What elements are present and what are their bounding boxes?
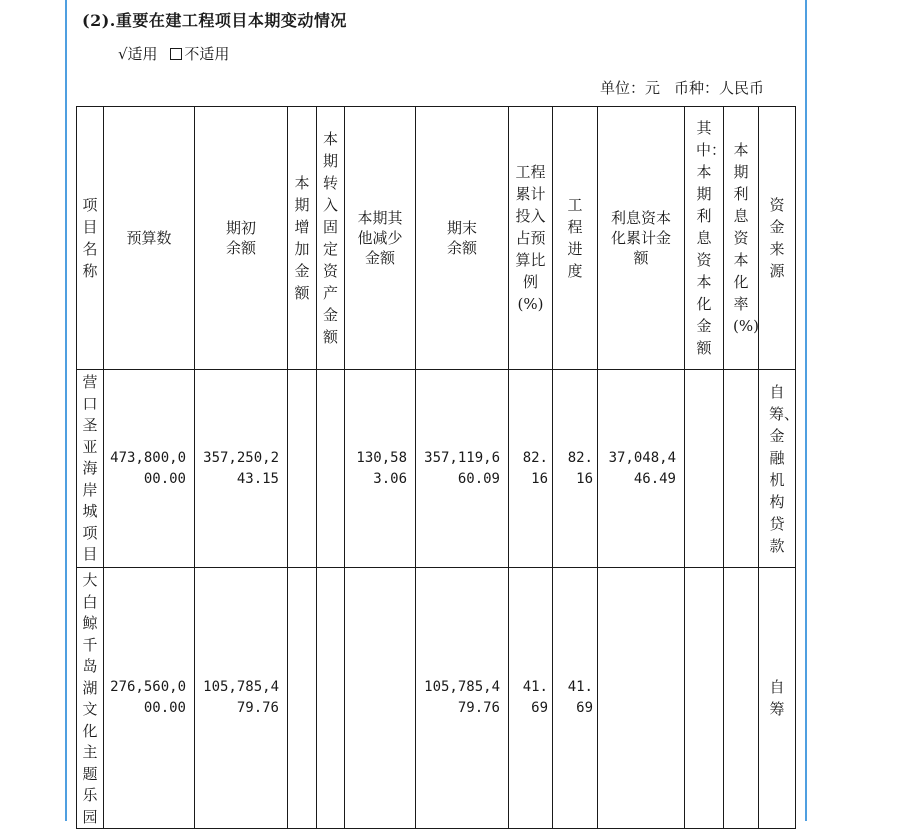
transfer-fixed-cell [317,370,345,568]
unit-currency-line [600,77,764,98]
progress-cell: 82. 16 [553,370,598,568]
transfer-fixed-cell [317,568,345,829]
interest-rate-cell [724,370,759,568]
checkbox-empty-icon[interactable] [170,48,182,60]
closing-balance-cell: 105,785,4 79.76 [416,568,509,829]
increase-cell [288,370,317,568]
investment-ratio-cell: 82. 16 [509,370,553,568]
unit-label: 单位：元 [600,79,661,97]
header-current-increase: 本期增加金额 [288,107,317,370]
closing-balance-cell: 357,119,6 60.09 [416,370,509,568]
budget-cell: 276,560,0 00.00 [104,568,195,829]
budget-cell: 473,800,0 00.00 [104,370,195,568]
header-fund-source: 资金来源 [759,107,796,370]
interest-capitalized-cell [598,568,685,829]
header-budget: 预算数 [104,107,195,370]
interest-capitalized-cell: 37,048,4 46.49 [598,370,685,568]
table-header-row [77,107,796,370]
current-interest-cell [685,370,724,568]
table-row [77,568,796,829]
header-interest-rate: 本期利息资本化率(%) [724,107,759,370]
header-other-decrease: 本期其他减少金额 [345,107,416,370]
header-project-name: 项目名称 [77,107,104,370]
currency-label: 币种：人民币 [674,79,765,97]
opening-balance-cell: 105,785,4 79.76 [195,568,288,829]
header-progress: 工程进度 [553,107,598,370]
header-opening-balance: 期初余额 [195,107,288,370]
applicable-option[interactable]: √适用 [118,45,158,63]
header-current-interest-capitalized: 其中：本期利息资本化金额 [685,107,724,370]
table-row [77,370,796,568]
construction-projects-table [76,106,800,829]
other-decrease-cell [345,568,416,829]
interest-rate-cell [724,568,759,829]
increase-cell [288,568,317,829]
opening-balance-cell: 357,250,2 43.15 [195,370,288,568]
fund-source-cell: 自筹 [759,568,796,829]
project-name-cell: 大白鲸千岛湖文化主题乐园 [77,568,104,829]
project-name-cell: 营口圣亚海岸城项目 [77,370,104,568]
progress-cell: 41. 69 [553,568,598,829]
header-transfer-fixed-assets: 本期转入固定资产金额 [317,107,345,370]
page-left-rule [65,0,67,821]
header-closing-balance: 期末余额 [416,107,509,370]
page-right-rule [805,0,807,821]
other-decrease-cell: 130,58 3.06 [345,370,416,568]
not-applicable-option[interactable]: 不适用 [170,45,229,63]
investment-ratio-cell: 41. 69 [509,568,553,829]
section-title: (2).重要在建工程项目本期变动情况 [82,11,347,30]
applicability-options [118,43,237,64]
header-investment-ratio: 工程累计投入占预算比例(%) [509,107,553,370]
current-interest-cell [685,568,724,829]
fund-source-cell: 自筹、金融机构贷款 [759,370,796,568]
header-interest-capitalized: 利息资本化累计金额 [598,107,685,370]
